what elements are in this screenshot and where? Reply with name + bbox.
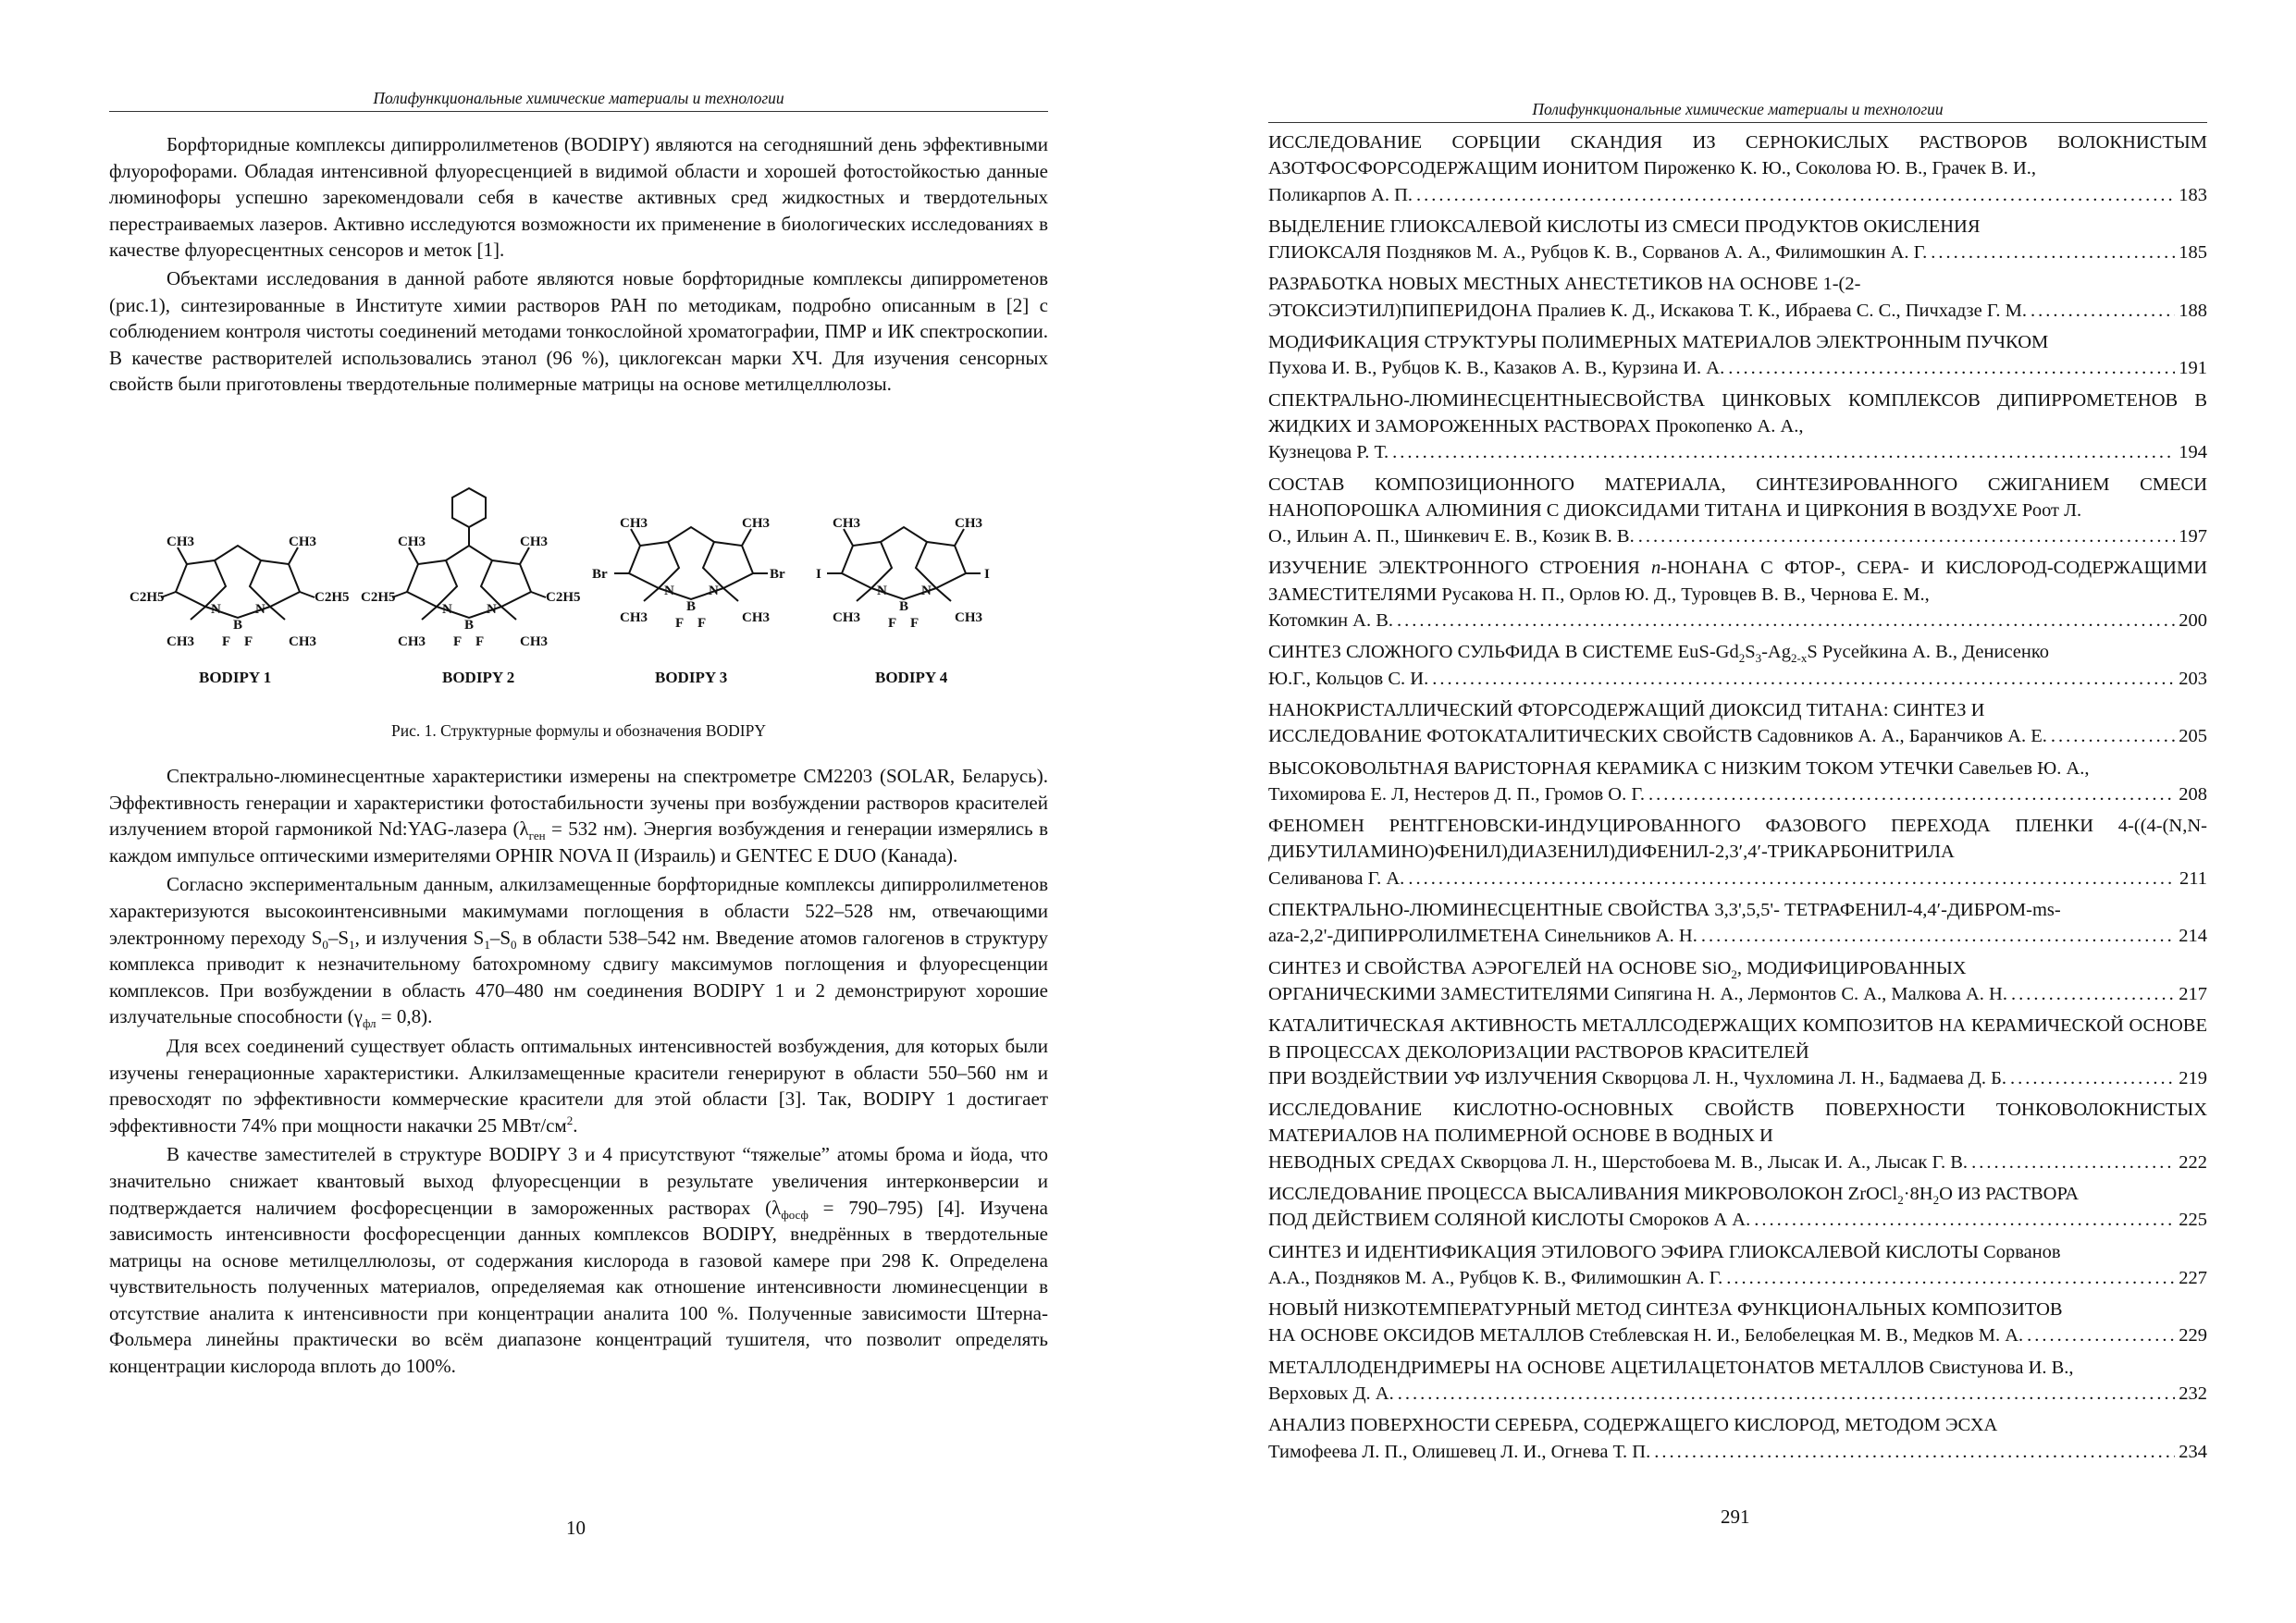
m1-f-left: F [222, 634, 231, 649]
label-bodipy-3: BODIPY 3 [655, 669, 728, 686]
table-of-contents [1268, 129, 2207, 1470]
m1-ch3-bottom-left: CH3 [167, 634, 194, 649]
m2-c2h5-right: C2H5 [546, 590, 581, 605]
m3-ch3-bottom-left: CH3 [620, 610, 648, 625]
toc-entry: СПЕКТРАЛЬНО-ЛЮМИНЕСЦЕНТНЫЕСВОЙСТВА ЦИНКОВЫХ КОМПЛЕКСОВ ДИПИРРОМЕТЕНОВ В ЖИДКИХ И ЗАМОРОЖЕННЫХ РАСТВОРАХ Прокопенко А. А., Кузнецова Р. Т. ..... 194 [1268, 387, 2207, 466]
molecule-4-bonds [827, 527, 981, 601]
molecule-1-atoms [130, 535, 350, 649]
m3-n-right: N [709, 584, 719, 598]
m1-c2h5-left: C2H5 [130, 590, 165, 605]
page-number-left: 10 [566, 1517, 586, 1539]
m2-ch3-bottom-left: CH3 [398, 634, 426, 649]
structures-drawing [130, 481, 1018, 666]
m4-i-left: I [816, 567, 821, 582]
label-bodipy-1: BODIPY 1 [199, 669, 272, 686]
m4-n-left: N [877, 584, 887, 598]
toc-entry: СИНТЕЗ СЛОЖНОГО СУЛЬФИДА В СИСТЕМЕ EuS-$Gd_2S_3-Ag_{2-x}S$ Русейкина А. В., Денисенко Ю.Г., Кольцов С. И. ..... 203 [1268, 639, 2207, 692]
toc-entry: МЕТАЛЛОДЕНДРИМЕРЫ НА ОСНОВЕ АЦЕТИЛАЦЕТОНАТОВ МЕТАЛЛОВ Свистунова И. В., Верховых Д. А. ..... 232 [1268, 1355, 2207, 1408]
toc-entry: ИССЛЕДОВАНИЕ ПРОЦЕССА ВЫСАЛИВАНИЯ МИКРОВОЛОКОН $ZrOCl_2\cdot 8H_2O$ ИЗ РАСТВОРА ПОД ДЕЙСТВИЕМ СОЛЯНОЙ КИСЛОТЫ Смороков А А. ..... 225 [1268, 1181, 2207, 1234]
m3-br-right: Br [770, 567, 785, 582]
m2-f-left: F [453, 634, 463, 649]
running-head-left: Полифункциональные химические материалы и технологии [109, 89, 1048, 112]
figure-caption: Рис. 1. Структурные формулы и обозначения BODIPY [391, 721, 766, 740]
toc-entry: ИССЛЕДОВАНИЕ КИСЛОТНО-ОСНОВНЫХ СВОЙСТВ ПОВЕРХНОСТИ ТОНКОВОЛОКНИСТЫХ МАТЕРИАЛОВ НА ПОЛИМЕРНОЙ ОСНОВЕ В ВОДНЫХ И НЕВОДНЫХ СРЕДАХ Скворцова Л. Н., Шерстобоева М. В., Лысак И. А., Лысак Г. В. ..... 222 [1268, 1097, 2207, 1175]
m2-c2h5-left: C2H5 [361, 590, 396, 605]
m2-n-right: N [487, 602, 497, 617]
m3-ch3-top-left: CH3 [620, 516, 648, 531]
m4-ch3-bottom-right: CH3 [955, 610, 982, 625]
m1-n-right: N [255, 602, 265, 617]
m1-f-right: F [244, 634, 253, 649]
m1-ch3-top-left: CH3 [167, 535, 194, 549]
toc-entry: СИНТЕЗ И СВОЙСТВА АЭРОГЕЛЕЙ НА ОСНОВЕ SiO$_2$, МОДИФИЦИРОВАННЫХ ОРГАНИЧЕСКИМИ ЗАМЕСТИТЕЛЯМИ Сипягина Н. А., Лермонтов С. А., Малкова А. Н. ..... 217 [1268, 955, 2207, 1008]
m1-b: B [233, 618, 243, 633]
m2-f-right: F [475, 634, 485, 649]
molecule-1-bonds [161, 546, 315, 620]
m4-f-right: F [910, 616, 920, 631]
m1-ch3-top-right: CH3 [289, 535, 316, 549]
m4-f-left: F [888, 616, 897, 631]
toc-entry: ВЫСОКОВОЛЬТНАЯ ВАРИСТОРНАЯ КЕРАМИКА С НИЗКИМ ТОКОМ УТЕЧКИ Савельев Ю. А., Тихомирова Е. Л, Нестеров Д. П., Громов О. Г. ..... 208 [1268, 756, 2207, 808]
m4-ch3-top-left: CH3 [833, 516, 860, 531]
m2-ch3-top-right: CH3 [520, 535, 548, 549]
toc-entry: НАНОКРИСТАЛЛИЧЕСКИЙ ФТОРСОДЕРЖАЩИЙ ДИОКСИД ТИТАНА: СИНТЕЗ И ИССЛЕДОВАНИЕ ФОТОКАТАЛИТИЧЕСКИХ СВОЙСТВ Садовников А. А., Баранчиков А. Е. ..... 205 [1268, 697, 2207, 750]
m3-ch3-top-right: CH3 [742, 516, 770, 531]
m4-ch3-top-right: CH3 [955, 516, 982, 531]
m4-n-right: N [921, 584, 932, 598]
m4-b: B [899, 599, 909, 614]
m2-b: B [464, 618, 475, 633]
toc-entry: РАЗРАБОТКА НОВЫХ МЕСТНЫХ АНЕСТЕТИКОВ НА ОСНОВЕ 1-(2- ЭТОКСИЭТИЛ)ПИПЕРИДОНА Пралиев К. Д., Искакова Т. К., Ибраева С. С., Пичхадзе Г. М. ..... 188 [1268, 271, 2207, 324]
toc-entry: ИССЛЕДОВАНИЕ СОРБЦИИ СКАНДИЯ ИЗ СЕРНОКИСЛЫХ РАСТВОРОВ ВОЛОКНИСТЫМ АЗОТФОСФОРСОДЕРЖАЩИМ ИОНИТОМ Пироженко К. Ю., Соколова Ю. В., Грачек В. И., Поликарпов А. П. ..... 183 [1268, 129, 2207, 208]
toc-entry: НОВЫЙ НИЗКОТЕМПЕРАТУРНЫЙ МЕТОД СИНТЕЗА ФУНКЦИОНАЛЬНЫХ КОМПОЗИТОВ НА ОСНОВЕ ОКСИДОВ МЕТАЛЛОВ Стеблевская Н. И., Белобелецкая М. В., Медков М. А. ..... 229 [1268, 1297, 2207, 1349]
toc-entry: СПЕКТРАЛЬНО-ЛЮМИНЕСЦЕНТНЫЕ СВОЙСТВА 3,3',5,5'- ТЕТРАФЕНИЛ-4,4′-ДИБРОМ-ms- aza-2,2'-ДИПИРРОЛИЛМЕТЕНА Синельников А. Н. ..... 214 [1268, 897, 2207, 950]
toc-entry: СИНТЕЗ И ИДЕНТИФИКАЦИЯ ЭТИЛОВОГО ЭФИРА ГЛИОКСАЛЕВОЙ КИСЛОТЫ Сорванов А.А., Поздняков М. А., Рубцов К. В., Филимошкин А. Г. ..... 227 [1268, 1239, 2207, 1292]
results-text [109, 763, 1048, 1383]
right-page [1148, 0, 2296, 1623]
toc-entry: МОДИФИКАЦИЯ СТРУКТУРЫ ПОЛИМЕРНЫХ МАТЕРИАЛОВ ЭЛЕКТРОННЫМ ПУЧКОМ Пухова И. В., Рубцов К. В., Казаков А. В., Курзина И. А. ..... 191 [1268, 329, 2207, 382]
paragraph-1: Борфторидные комплексы дипирролилметенов (BODIPY) являются на сегодняшний день эффективными флуорофорами. Обладая интенсивной флуоресценцией в видимой области и хорошей фотостойкостью данные люминофоры успешно зарекомендовали себя в качестве активных сред жидкостных и твердотельных перестраиваемых лазеров. Активно исследуются возможности их применение в биологических исследованиях в качестве флуоресцентных сенсоров и меток [1]. [109, 133, 1048, 262]
m3-br-left: Br [592, 567, 608, 582]
paragraph-5: Для всех соединений существует область оптимальных интенсивностей возбуждения, для которых были изучены генерационные характеристики. Алкилзамещенные красители генерируют в области 550–560 нм и превосходят по эффективности коммерческие красители для этой области [3]. Так, BODIPY 1 достигает эффективности 74% при мощности накачки 25 МВт/$см^2$. [109, 1034, 1048, 1137]
toc-entry: КАТАЛИТИЧЕСКАЯ АКТИВНОСТЬ МЕТАЛЛСОДЕРЖАЩИХ КОМПОЗИТОВ НА КЕРАМИЧЕСКОЙ ОСНОВЕ В ПРОЦЕССАХ ДЕКОЛОРИЗАЦИИ РАСТВОРОВ КРАСИТЕЛЕЙ ПРИ ВОЗДЕЙСТВИИ УФ ИЗЛУЧЕНИЯ Скворцова Л. Н., Чухломина Л. Н., Бадмаева Д. Б. ..... 219 [1268, 1013, 2207, 1091]
molecule-2-bonds [392, 488, 546, 620]
m3-n-left: N [664, 584, 674, 598]
label-bodipy-4: BODIPY 4 [875, 669, 948, 686]
label-bodipy-2: BODIPY 2 [442, 669, 515, 686]
paragraph-6: В качестве заместителей в структуре BODIPY 3 и 4 присутствуют “тяжелые” атомы брома и йода, что значительно снижает квантовый выход флуоресценции в результате увеличения интерконверсии и подтверждается наличием фосфоресценции в замороженных растворах $(\lambda_{фосф} = 790-795)$ [4]. Изучена зависимость интенсивности фосфоресценции данных комплексов BODIPY, внедрённых в твердотельные матрицы на основе метилцеллюлозы, от содержания кислорода в газовой камере при 298 К. Определена чувствительность полученных материалов, определяемая как отношение интенсивности люминесценции в отсутствие аналита к интенсивности при концентрации аналита 100 %. Полученные зависимости Штерна-Фольмера линейны практически во всём диапазоне концентраций тушителя, что позволит определять концентрации кислорода вплоть до 100%. [109, 1143, 1048, 1378]
toc-entry: ФЕНОМЕН РЕНТГЕНОВСКИ-ИНДУЦИРОВАННОГО ФАЗОВОГО ПЕРЕХОДА ПЛЕНКИ 4-((4-(N,N-ДИБУТИЛАМИНО)ФЕНИЛ)ДИАЗЕНИЛ)ДИФЕНИЛ-2,3′,4′-ТРИКАРБОНИТРИЛА Селиванова Г. А. ..... 211 [1268, 813, 2207, 891]
toc-entry: ИЗУЧЕНИЕ ЭЛЕКТРОННОГО СТРОЕНИЯ n-НОНАНА С ФТОР-, СЕРА- И КИСЛОРОД-СОДЕРЖАЩИМИ ЗАМЕСТИТЕЛЯМИ Русакова Н. П., Орлов Ю. Д., Туровцев В. В., Чернова Е. М., Котомкин А. В. ..... 200 [1268, 555, 2207, 633]
m2-ch3-top-left: CH3 [398, 535, 426, 549]
m4-ch3-bottom-left: CH3 [833, 610, 860, 625]
paragraph-3: Спектрально-люминесцентные характеристики измерены на спектрометре CM2203 (SOLAR, Беларусь). Эффективность генерации и характеристики фотостабильности зучены при возбуждении растворов красителей излучением второй гармоникой Nd:YAG-лазера ($\lambda_{ген} = 532$ нм). Энергия возбуждения и генерации измерялись в каждом импульсе оптическими измерителями OPHIR NOVA II (Израиль) и GENTEC E DUO (Канада). [109, 765, 1048, 867]
running-head-right: Полифункциональные химические материалы и технологии [1268, 100, 2207, 123]
m1-n-left: N [211, 602, 221, 617]
m3-b: B [686, 599, 697, 614]
intro-text [109, 131, 1048, 400]
m2-n-left: N [442, 602, 452, 617]
m2-ch3-bottom-right: CH3 [520, 634, 548, 649]
m1-c2h5-right: C2H5 [315, 590, 350, 605]
m1-ch3-bottom-right: CH3 [289, 634, 316, 649]
toc-entry: СОСТАВ КОМПОЗИЦИОННОГО МАТЕРИАЛА, СИНТЕЗИРОВАННОГО СЖИГАНИЕМ СМЕСИ НАНОПОРОШКА АЛЮМИНИЯ С ДИОКСИДАМИ ТИТАНА И ЦИРКОНИЯ В ВОЗДУХЕ Роот Л. О., Ильин А. П., Шинкевич Е. В., Козик В. В. ..... 197 [1268, 472, 2207, 550]
paragraph-2: Объектами исследования в данной работе являются новые борфторидные комплексы дипиррометенов (рис.1), синтезированные в Институте химии растворов РАН по методикам, подробно описанным в [2] с соблюдением контроля чистоты соединений методами тонкослойной хроматографии, ПМР и ИК спектроскопии. В качестве растворителей использовались этанол (96 %), циклогексан марки ХЧ. Для изучения сенсорных свойств были приготовлены твердотельные полимерные матрицы на основе метилцеллюлозы. [109, 266, 1048, 396]
molecule-2-atoms [361, 535, 581, 649]
toc-entry: ВЫДЕЛЕНИЕ ГЛИОКСАЛЕВОЙ КИСЛОТЫ ИЗ СМЕСИ ПРОДУКТОВ ОКИСЛЕНИЯ ГЛИОКСАЛЯ Поздняков М. А., Рубцов К. В., Сорванов А. А., Филимошкин А. Г. ..... 185 [1268, 214, 2207, 266]
paragraph-4: Согласно экспериментальным данным, алкилзамещенные борфторидные комплексы дипирролилметенов характеризуются высокоинтенсивными макимумами поглощения в области 522–528 нм, отвечающими электронному переходу $S_0-S_1$, и излучения $S_1-S_0$ в области 538–542 нм. Введение атомов галогенов в структуру комплекса приводит к незначительному батохромному сдвигу максимумов поглощения и флуоресценции комплексов. При возбуждении в область 470–480 нм соединения BODIPY 1 и 2 демонстрируют хорошие излучательные способности $(\gamma_{фл} = 0,8)$. [109, 873, 1048, 1031]
molecule-3-bonds [614, 527, 768, 601]
toc-entry: АНАЛИЗ ПОВЕРХНОСТИ СЕРЕБРА, СОДЕРЖАЩЕГО КИСЛОРОД, МЕТОДОМ ЭСХА Тимофеева Л. П., Олишевец Л. И., Огнева Т. П. ..... 234 [1268, 1412, 2207, 1465]
m4-i-right: I [984, 567, 990, 582]
m3-f-left: F [675, 616, 685, 631]
m3-ch3-bottom-right: CH3 [742, 610, 770, 625]
bodipy-structures-figure [130, 481, 1018, 712]
m3-f-right: F [697, 616, 707, 631]
page-number-right: 291 [1721, 1506, 1750, 1528]
